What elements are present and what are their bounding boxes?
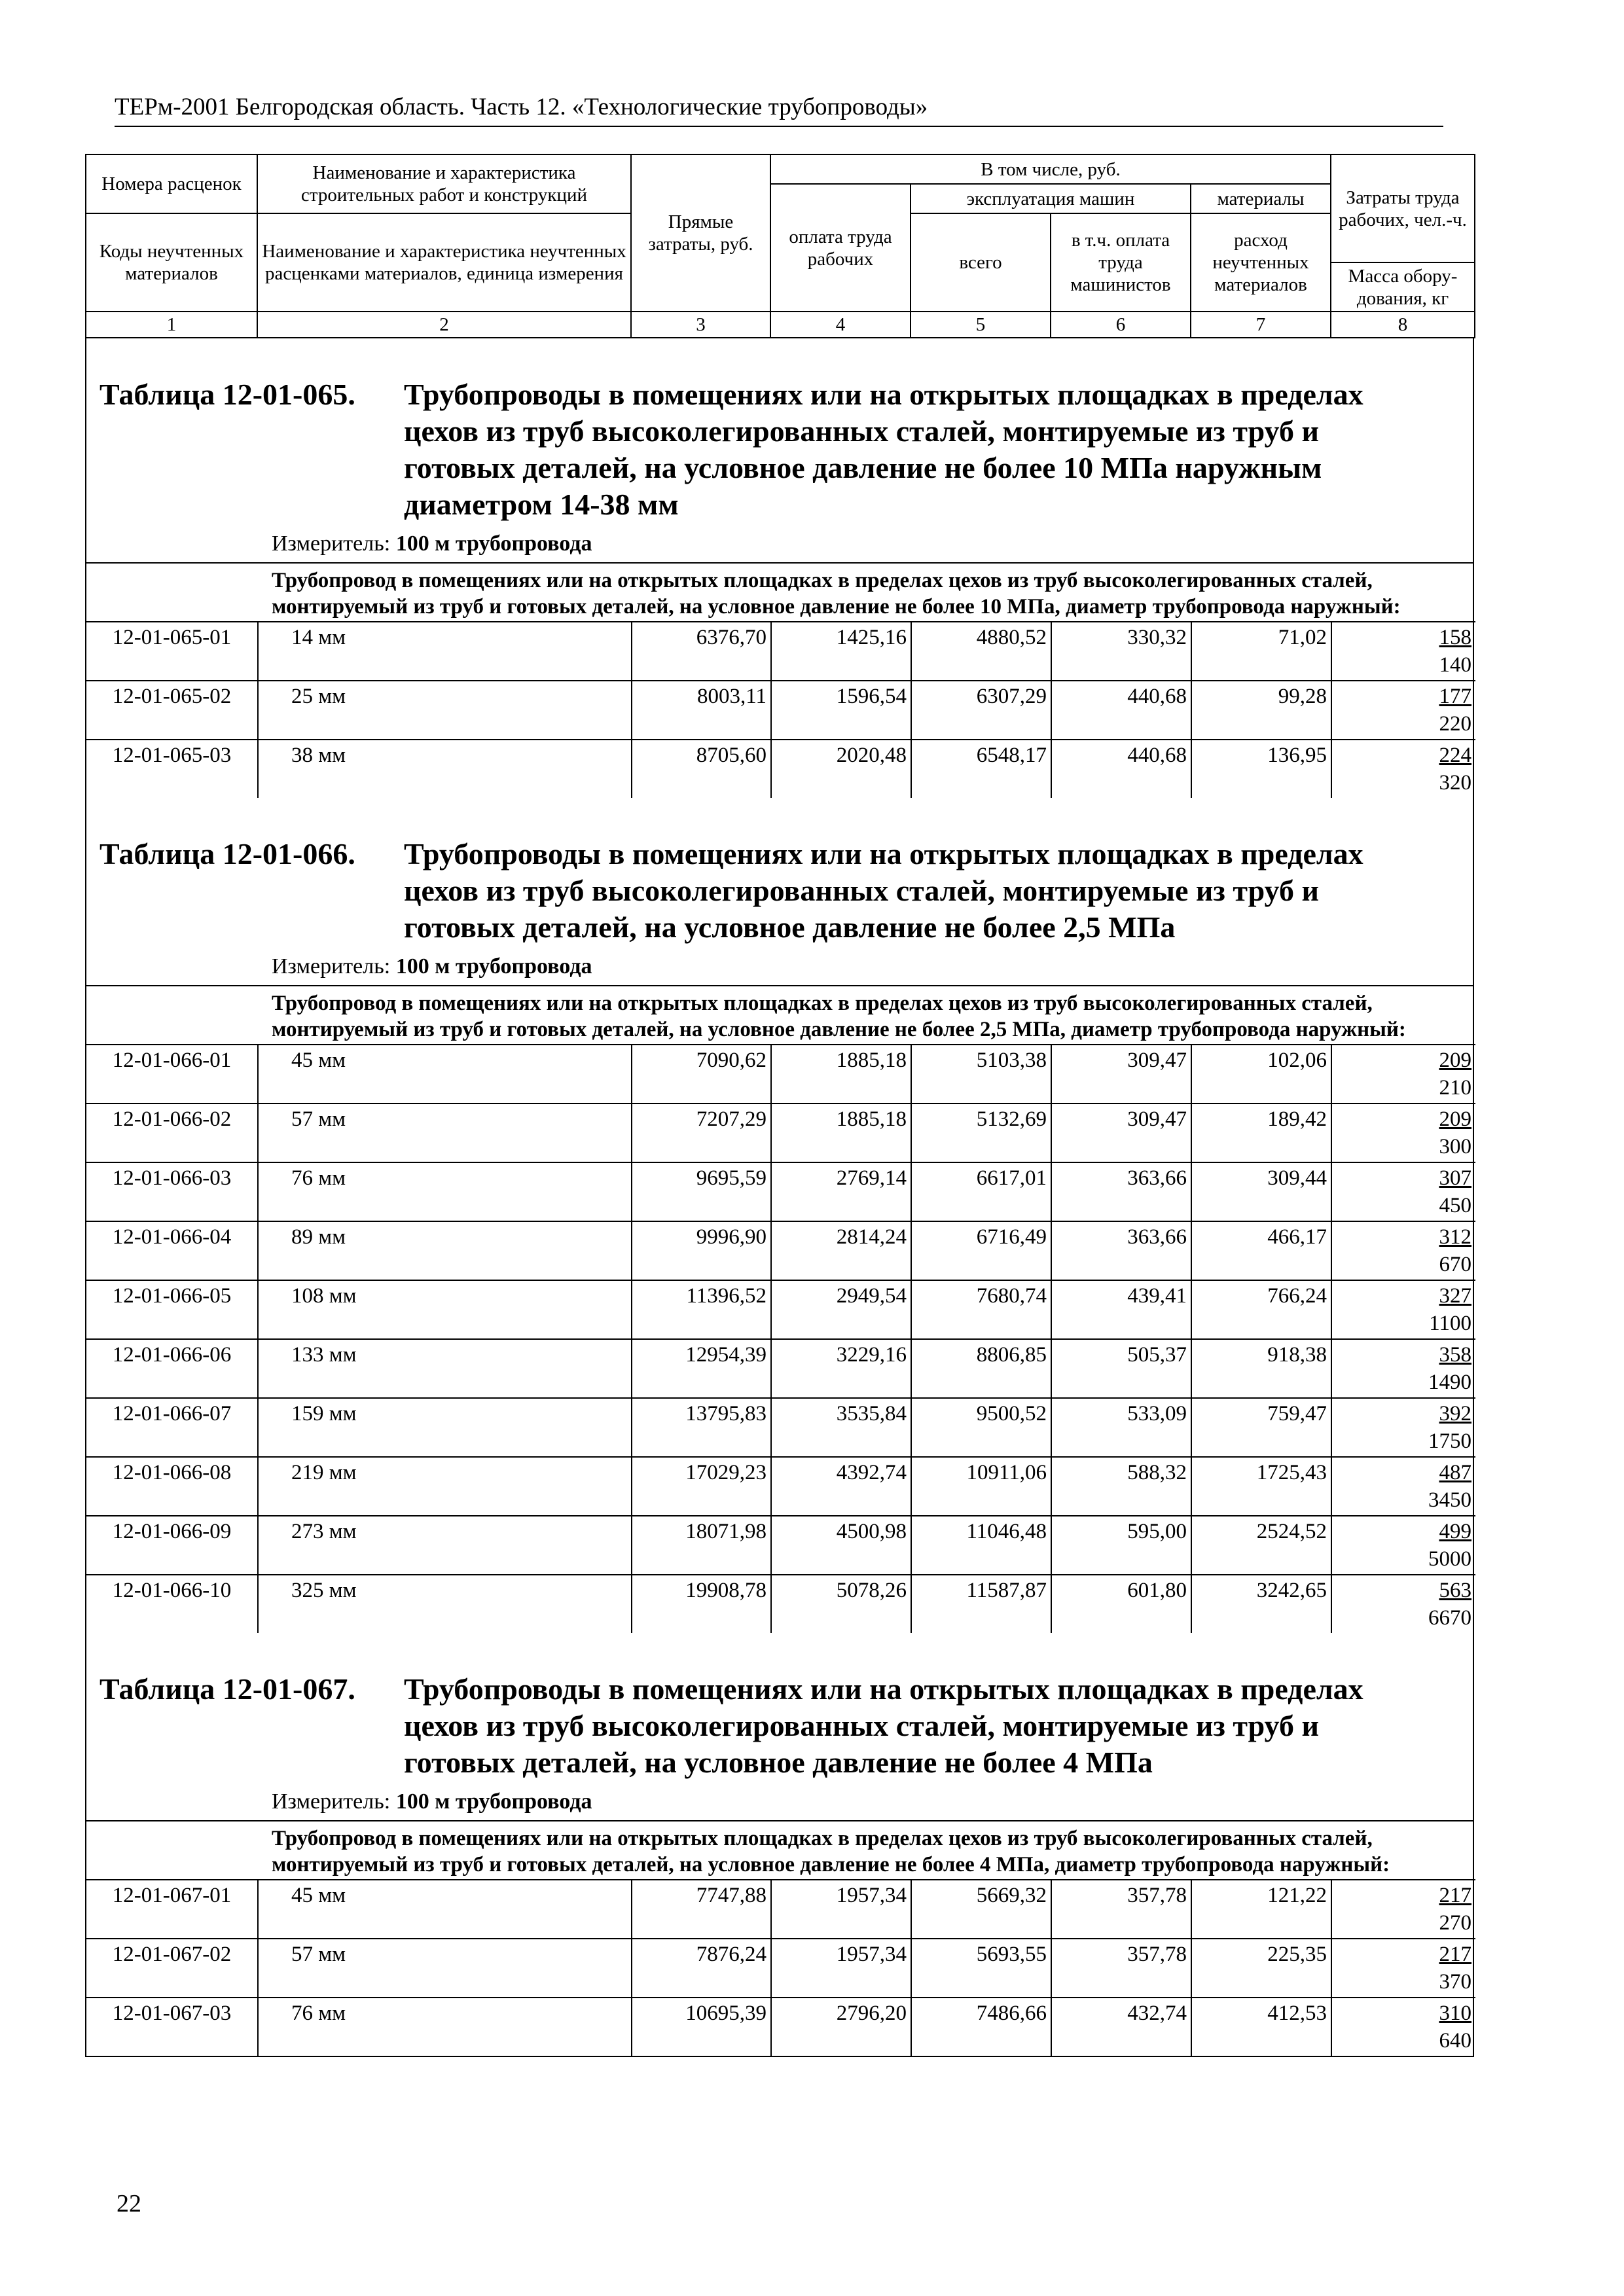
machinists-pay: 357,78 bbox=[1051, 1880, 1191, 1939]
labor-and-mass bbox=[1331, 1939, 1475, 1998]
table-row bbox=[86, 1103, 1475, 1162]
price-code: 12-01-067-03 bbox=[86, 1998, 258, 2056]
table-row bbox=[86, 1339, 1475, 1398]
materials-cost: 71,02 bbox=[1191, 622, 1331, 681]
equipment-mass: 450 bbox=[1439, 1194, 1471, 1217]
col-header-direct-costs: Прямые затраты, руб. bbox=[631, 154, 770, 312]
item-name: 89 мм bbox=[258, 1221, 632, 1280]
table-title-line: готовых деталей, на условное давление не более 10 МПа наружным bbox=[404, 451, 1322, 484]
labor-hours: 177 bbox=[1439, 685, 1471, 708]
equipment-mass: 270 bbox=[1439, 1911, 1471, 1935]
col-header-machines: эксплуатация машин bbox=[911, 184, 1191, 213]
direct-costs: 7876,24 bbox=[632, 1939, 771, 1998]
materials-cost: 766,24 bbox=[1191, 1280, 1331, 1339]
table-title-line: Трубопроводы в помещениях или на открытых площадках в пределах bbox=[404, 837, 1363, 870]
table-title-line: готовых деталей, на условное давление не более 4 МПа bbox=[404, 1746, 1153, 1779]
machinists-pay: 595,00 bbox=[1051, 1516, 1191, 1575]
meter-label: Измеритель: bbox=[272, 531, 391, 556]
machines-total: 6548,17 bbox=[911, 740, 1051, 798]
machinists-pay: 363,66 bbox=[1051, 1162, 1191, 1221]
meter-value: 100 м трубопровода bbox=[395, 954, 592, 978]
materials-cost: 225,35 bbox=[1191, 1939, 1331, 1998]
equipment-mass: 6670 bbox=[1428, 1606, 1471, 1630]
labor-hours: 307 bbox=[1439, 1166, 1471, 1190]
table-row bbox=[86, 1880, 1475, 1939]
machines-total: 5693,55 bbox=[911, 1939, 1051, 1998]
col-header-labor-hours: Затраты труда рабочих, чел.-ч. bbox=[1331, 154, 1475, 262]
machinists-pay: 309,47 bbox=[1051, 1045, 1191, 1103]
col-num: 7 bbox=[1191, 312, 1331, 338]
labor-pay: 4392,74 bbox=[771, 1457, 911, 1516]
machinists-pay: 432,74 bbox=[1051, 1998, 1191, 2056]
direct-costs: 8003,11 bbox=[632, 681, 771, 740]
labor-pay: 2020,48 bbox=[771, 740, 911, 798]
table-row bbox=[86, 1280, 1475, 1339]
labor-and-mass bbox=[1331, 1457, 1475, 1516]
equipment-mass: 210 bbox=[1439, 1076, 1471, 1100]
item-name: 219 мм bbox=[258, 1457, 632, 1516]
materials-cost: 918,38 bbox=[1191, 1339, 1331, 1398]
equipment-mass: 1490 bbox=[1428, 1371, 1471, 1394]
equipment-mass: 1100 bbox=[1429, 1312, 1471, 1335]
labor-hours: 209 bbox=[1439, 1049, 1471, 1072]
meter-value: 100 м трубопровода bbox=[395, 531, 592, 556]
item-name: 108 мм bbox=[258, 1280, 632, 1339]
item-name: 25 мм bbox=[258, 681, 632, 740]
labor-hours: 327 bbox=[1439, 1284, 1471, 1308]
labor-hours: 487 bbox=[1439, 1461, 1471, 1484]
table-title bbox=[86, 1633, 1473, 1781]
machines-total: 7680,74 bbox=[911, 1280, 1051, 1339]
document-table bbox=[85, 154, 1474, 2057]
labor-pay: 1957,34 bbox=[771, 1939, 911, 1998]
machinists-pay: 440,68 bbox=[1051, 740, 1191, 798]
item-name: 76 мм bbox=[258, 1998, 632, 2056]
materials-cost: 3242,65 bbox=[1191, 1575, 1331, 1633]
price-code: 12-01-066-09 bbox=[86, 1516, 258, 1575]
materials-cost: 121,22 bbox=[1191, 1880, 1331, 1939]
item-name: 159 мм bbox=[258, 1398, 632, 1457]
labor-pay: 1885,18 bbox=[771, 1045, 911, 1103]
equipment-mass: 220 bbox=[1439, 712, 1471, 736]
labor-pay: 2796,20 bbox=[771, 1998, 911, 2056]
unit-of-measure bbox=[86, 1781, 1473, 1820]
price-code: 12-01-066-08 bbox=[86, 1457, 258, 1516]
table-sections bbox=[85, 338, 1474, 2057]
machines-total: 8806,85 bbox=[911, 1339, 1051, 1398]
machinists-pay: 601,80 bbox=[1051, 1575, 1191, 1633]
machinists-pay: 440,68 bbox=[1051, 681, 1191, 740]
item-name: 57 мм bbox=[258, 1103, 632, 1162]
labor-hours: 310 bbox=[1439, 2001, 1471, 2025]
direct-costs: 8705,60 bbox=[632, 740, 771, 798]
direct-costs: 11396,52 bbox=[632, 1280, 771, 1339]
table-title-line: цехов из труб высоколегированных сталей, монтируемые из труб и bbox=[404, 874, 1319, 907]
meter-value: 100 м трубопровода bbox=[395, 1789, 592, 1814]
meter-label: Измеритель: bbox=[272, 1789, 391, 1814]
equipment-mass: 140 bbox=[1439, 653, 1471, 677]
machinists-pay: 357,78 bbox=[1051, 1939, 1191, 1998]
price-code: 12-01-066-06 bbox=[86, 1339, 258, 1398]
col-header-works: Наименование и характеристика строительных работ и конструкций bbox=[257, 154, 631, 213]
col-header-mass: Масса обору-дования, кг bbox=[1331, 262, 1475, 312]
col-num: 6 bbox=[1051, 312, 1191, 338]
table-row bbox=[86, 1575, 1475, 1633]
labor-pay: 5078,26 bbox=[771, 1575, 911, 1633]
table-row bbox=[86, 1516, 1475, 1575]
pricing-table-section bbox=[86, 1633, 1473, 2056]
direct-costs: 7747,88 bbox=[632, 1880, 771, 1939]
materials-cost: 189,42 bbox=[1191, 1103, 1331, 1162]
work-description: Трубопровод в помещениях или на открытых площадках в пределах цехов из труб высоколегированных сталей, монтируемый из труб и готовых деталей, на условное давление не более 4 МПа, диаметр трубопровода наружный: bbox=[86, 1820, 1473, 1879]
equipment-mass: 1750 bbox=[1428, 1429, 1471, 1453]
price-code: 12-01-066-05 bbox=[86, 1280, 258, 1339]
item-name: 273 мм bbox=[258, 1516, 632, 1575]
table-row bbox=[86, 1998, 1475, 2056]
table-number: Таблица 12-01-066. bbox=[99, 837, 355, 870]
col-header-materials: материалы bbox=[1191, 184, 1331, 213]
table-row bbox=[86, 1221, 1475, 1280]
col-num: 1 bbox=[86, 312, 257, 338]
machinists-pay: 588,32 bbox=[1051, 1457, 1191, 1516]
price-code: 12-01-066-07 bbox=[86, 1398, 258, 1457]
table-title-line: цехов из труб высоколегированных сталей, монтируемые из труб и bbox=[404, 1709, 1319, 1742]
meter-label: Измеритель: bbox=[272, 954, 391, 978]
labor-and-mass bbox=[1331, 1162, 1475, 1221]
item-name: 45 мм bbox=[258, 1045, 632, 1103]
table-title bbox=[86, 798, 1473, 946]
machines-total: 7486,66 bbox=[911, 1998, 1051, 2056]
table-title bbox=[86, 338, 1473, 523]
equipment-mass: 640 bbox=[1439, 2029, 1471, 2053]
materials-cost: 99,28 bbox=[1191, 681, 1331, 740]
col-num: 2 bbox=[257, 312, 631, 338]
materials-cost: 136,95 bbox=[1191, 740, 1331, 798]
page-number: 22 bbox=[117, 2190, 141, 2217]
work-description: Трубопровод в помещениях или на открытых площадках в пределах цехов из труб высоколегированных сталей, монтируемый из труб и готовых деталей, на условное давление не более 10 МПа, диаметр трубопровода наружный: bbox=[86, 562, 1473, 621]
direct-costs: 13795,83 bbox=[632, 1398, 771, 1457]
labor-pay: 2949,54 bbox=[771, 1280, 911, 1339]
table-row bbox=[86, 1939, 1475, 1998]
col-num: 5 bbox=[911, 312, 1051, 338]
labor-pay: 1957,34 bbox=[771, 1880, 911, 1939]
price-rows bbox=[86, 1879, 1475, 2056]
price-code: 12-01-065-01 bbox=[86, 622, 258, 681]
direct-costs: 6376,70 bbox=[632, 622, 771, 681]
equipment-mass: 3450 bbox=[1428, 1488, 1471, 1512]
col-header-group: В том числе, руб. bbox=[770, 154, 1331, 184]
direct-costs: 7207,29 bbox=[632, 1103, 771, 1162]
table-title-line: Трубопроводы в помещениях или на открытых площадках в пределах bbox=[404, 1672, 1363, 1706]
column-header bbox=[85, 154, 1475, 338]
table-row bbox=[86, 681, 1475, 740]
unit-of-measure bbox=[86, 946, 1473, 985]
col-num: 3 bbox=[631, 312, 770, 338]
labor-pay: 1885,18 bbox=[771, 1103, 911, 1162]
direct-costs: 10695,39 bbox=[632, 1998, 771, 2056]
labor-pay: 2814,24 bbox=[771, 1221, 911, 1280]
machines-total: 6716,49 bbox=[911, 1221, 1051, 1280]
labor-and-mass bbox=[1331, 622, 1475, 681]
machines-total: 10911,06 bbox=[911, 1457, 1051, 1516]
price-code: 12-01-066-01 bbox=[86, 1045, 258, 1103]
materials-cost: 1725,43 bbox=[1191, 1457, 1331, 1516]
item-name: 325 мм bbox=[258, 1575, 632, 1633]
machines-total: 6617,01 bbox=[911, 1162, 1051, 1221]
table-title-line: готовых деталей, на условное давление не более 2,5 МПа bbox=[404, 910, 1176, 944]
machinists-pay: 533,09 bbox=[1051, 1398, 1191, 1457]
item-name: 38 мм bbox=[258, 740, 632, 798]
item-name: 45 мм bbox=[258, 1880, 632, 1939]
labor-hours: 158 bbox=[1439, 626, 1471, 649]
running-header: ТЕРм-2001 Белгородская область. Часть 12. «Технологические трубопроводы» bbox=[115, 93, 1443, 127]
labor-pay: 4500,98 bbox=[771, 1516, 911, 1575]
labor-and-mass bbox=[1331, 1880, 1475, 1939]
materials-cost: 412,53 bbox=[1191, 1998, 1331, 2056]
table-number: Таблица 12-01-067. bbox=[99, 1672, 355, 1706]
materials-cost: 466,17 bbox=[1191, 1221, 1331, 1280]
machines-total: 5103,38 bbox=[911, 1045, 1051, 1103]
price-rows bbox=[86, 1044, 1475, 1633]
labor-hours: 209 bbox=[1439, 1107, 1471, 1131]
equipment-mass: 5000 bbox=[1428, 1547, 1471, 1571]
price-code: 12-01-067-01 bbox=[86, 1880, 258, 1939]
direct-costs: 9695,59 bbox=[632, 1162, 771, 1221]
direct-costs: 18071,98 bbox=[632, 1516, 771, 1575]
machinists-pay: 330,32 bbox=[1051, 622, 1191, 681]
col-header-materials-desc: Наименование и характеристика неучтенных расценками материалов, единица измерения bbox=[257, 213, 631, 312]
machinists-pay: 439,41 bbox=[1051, 1280, 1191, 1339]
table-title-line: диаметром 14-38 мм bbox=[404, 488, 679, 521]
labor-hours: 392 bbox=[1439, 1402, 1471, 1426]
labor-pay: 3535,84 bbox=[771, 1398, 911, 1457]
col-header-material-codes: Коды неучтенных материалов bbox=[86, 213, 257, 312]
materials-cost: 309,44 bbox=[1191, 1162, 1331, 1221]
item-name: 133 мм bbox=[258, 1339, 632, 1398]
machines-total: 5132,69 bbox=[911, 1103, 1051, 1162]
labor-and-mass bbox=[1331, 1280, 1475, 1339]
labor-hours: 217 bbox=[1439, 1943, 1471, 1966]
item-name: 76 мм bbox=[258, 1162, 632, 1221]
price-code: 12-01-066-02 bbox=[86, 1103, 258, 1162]
equipment-mass: 670 bbox=[1439, 1253, 1471, 1276]
table-row bbox=[86, 740, 1475, 798]
machines-total: 11587,87 bbox=[911, 1575, 1051, 1633]
labor-pay: 1425,16 bbox=[771, 622, 911, 681]
labor-hours: 224 bbox=[1439, 744, 1471, 767]
labor-hours: 217 bbox=[1439, 1884, 1471, 1907]
direct-costs: 17029,23 bbox=[632, 1457, 771, 1516]
col-header-material-consumption: расход неучтенных материалов bbox=[1191, 213, 1331, 312]
table-row bbox=[86, 1045, 1475, 1103]
labor-pay: 3229,16 bbox=[771, 1339, 911, 1398]
labor-and-mass bbox=[1331, 740, 1475, 798]
pricing-table-section bbox=[86, 338, 1473, 798]
col-header-machinists-pay: в т.ч. оплата труда машинистов bbox=[1051, 213, 1191, 312]
equipment-mass: 320 bbox=[1439, 771, 1471, 795]
price-code: 12-01-065-03 bbox=[86, 740, 258, 798]
table-number: Таблица 12-01-065. bbox=[99, 378, 355, 411]
item-name: 57 мм bbox=[258, 1939, 632, 1998]
table-row bbox=[86, 1398, 1475, 1457]
labor-hours: 358 bbox=[1439, 1343, 1471, 1367]
machinists-pay: 309,47 bbox=[1051, 1103, 1191, 1162]
machines-total: 11046,48 bbox=[911, 1516, 1051, 1575]
labor-pay: 2769,14 bbox=[771, 1162, 911, 1221]
machinists-pay: 505,37 bbox=[1051, 1339, 1191, 1398]
labor-and-mass bbox=[1331, 681, 1475, 740]
labor-and-mass bbox=[1331, 1103, 1475, 1162]
unit-of-measure bbox=[86, 523, 1473, 562]
price-code: 12-01-066-10 bbox=[86, 1575, 258, 1633]
price-code: 12-01-066-03 bbox=[86, 1162, 258, 1221]
table-title-line: цехов из труб высоколегированных сталей, монтируемые из труб и bbox=[404, 414, 1319, 448]
direct-costs: 7090,62 bbox=[632, 1045, 771, 1103]
labor-and-mass bbox=[1331, 1575, 1475, 1633]
machines-total: 6307,29 bbox=[911, 681, 1051, 740]
labor-and-mass bbox=[1331, 1998, 1475, 2056]
labor-hours: 499 bbox=[1439, 1520, 1471, 1543]
work-description: Трубопровод в помещениях или на открытых площадках в пределах цехов из труб высоколегированных сталей, монтируемый из труб и готовых деталей, на условное давление не более 2,5 МПа, диаметр трубопровода наружный: bbox=[86, 985, 1473, 1044]
price-rows bbox=[86, 621, 1475, 798]
equipment-mass: 370 bbox=[1439, 1970, 1471, 1994]
materials-cost: 102,06 bbox=[1191, 1045, 1331, 1103]
price-code: 12-01-067-02 bbox=[86, 1939, 258, 1998]
price-code: 12-01-066-04 bbox=[86, 1221, 258, 1280]
col-header-labor-pay: оплата труда рабочих bbox=[770, 184, 911, 312]
table-row bbox=[86, 1457, 1475, 1516]
col-num: 8 bbox=[1331, 312, 1475, 338]
price-code: 12-01-065-02 bbox=[86, 681, 258, 740]
labor-hours: 312 bbox=[1439, 1225, 1471, 1249]
machines-total: 5669,32 bbox=[911, 1880, 1051, 1939]
item-name: 14 мм bbox=[258, 622, 632, 681]
table-row bbox=[86, 1162, 1475, 1221]
equipment-mass: 300 bbox=[1439, 1135, 1471, 1158]
pricing-table-section bbox=[86, 798, 1473, 1633]
direct-costs: 19908,78 bbox=[632, 1575, 771, 1633]
materials-cost: 2524,52 bbox=[1191, 1516, 1331, 1575]
direct-costs: 9996,90 bbox=[632, 1221, 771, 1280]
col-header-machines-total: всего bbox=[911, 213, 1051, 312]
labor-pay: 1596,54 bbox=[771, 681, 911, 740]
machines-total: 4880,52 bbox=[911, 622, 1051, 681]
labor-and-mass bbox=[1331, 1339, 1475, 1398]
labor-and-mass bbox=[1331, 1221, 1475, 1280]
machinists-pay: 363,66 bbox=[1051, 1221, 1191, 1280]
col-num: 4 bbox=[770, 312, 911, 338]
col-header-codes: Номера расценок bbox=[86, 154, 257, 213]
table-title-line: Трубопроводы в помещениях или на открытых площадках в пределах bbox=[404, 378, 1363, 411]
table-row bbox=[86, 622, 1475, 681]
labor-hours: 563 bbox=[1439, 1579, 1471, 1602]
machines-total: 9500,52 bbox=[911, 1398, 1051, 1457]
labor-and-mass bbox=[1331, 1398, 1475, 1457]
labor-and-mass bbox=[1331, 1516, 1475, 1575]
labor-and-mass bbox=[1331, 1045, 1475, 1103]
materials-cost: 759,47 bbox=[1191, 1398, 1331, 1457]
direct-costs: 12954,39 bbox=[632, 1339, 771, 1398]
